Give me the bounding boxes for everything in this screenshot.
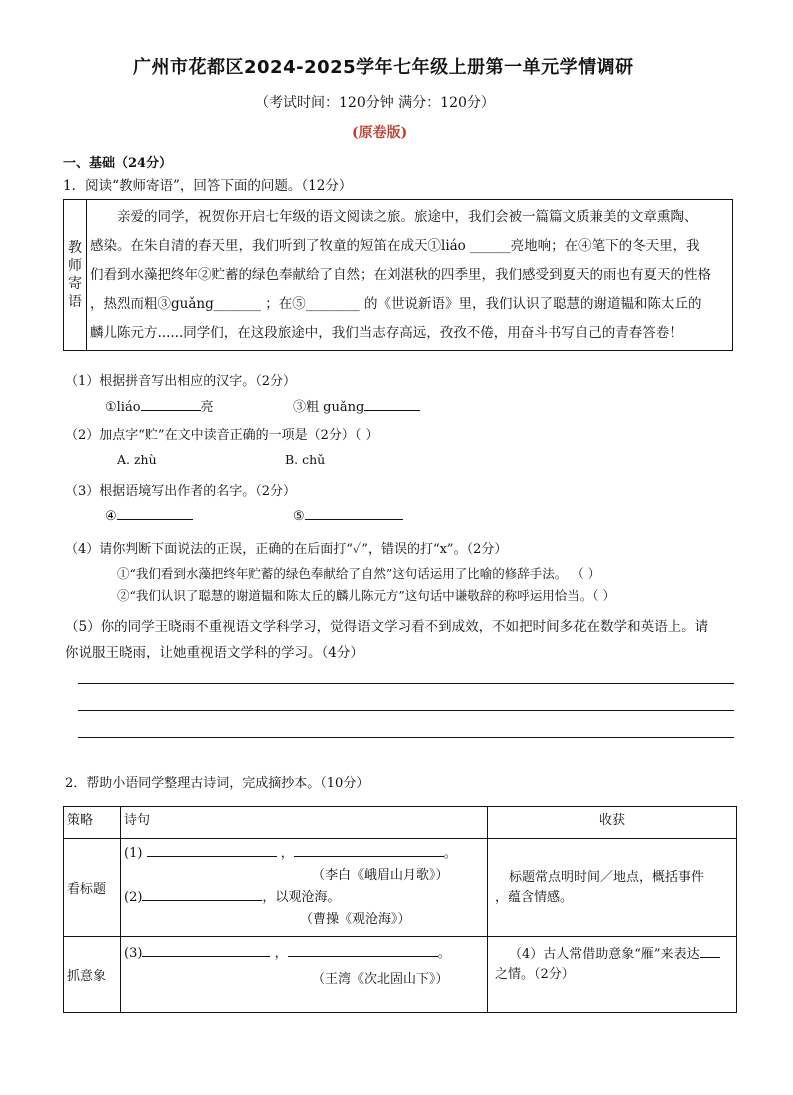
answer-blank[interactable] bbox=[364, 398, 420, 411]
label-char: 师 bbox=[68, 258, 82, 274]
message-line: 们看到水藻把终年②贮蓄的绿色奉献给了自然；在刘湛秋的四季里，我们感受到夏天的雨也有夏天的性格 bbox=[90, 267, 711, 283]
answer-blank[interactable] bbox=[142, 944, 270, 957]
gain-text: ，蕴含情感。 bbox=[495, 889, 574, 905]
strategy-imagery: 抓意象 bbox=[64, 937, 121, 1013]
message-line: ，热烈而粗③guǎng_______ ；在⑤________ 的《世说新语》里，我们认识了聪慧的谢道韫和陈太丘的 bbox=[90, 296, 702, 312]
message-line: 亲爱的同学，祝贺你开启七年级的语文阅读之旅。旅途中，我们会被一篇篇文质兼美的文章熏陶、 bbox=[117, 209, 698, 225]
answer-blank[interactable] bbox=[117, 507, 193, 520]
question-2-intro: 2．帮助小语同学整理古诗词，完成摘抄本。（10分） bbox=[65, 776, 370, 791]
label-char: 寄 bbox=[68, 276, 82, 292]
poem-cell-1 bbox=[121, 839, 488, 937]
poem-line-3 bbox=[124, 941, 484, 967]
version-label: (原卷版) bbox=[352, 125, 408, 141]
poem-source-2: （曹操《观沧海》） bbox=[300, 912, 411, 927]
statement-1: ①“我们看到水藻把终年贮蓄的绿色奉献给了自然”这句话运用了比喻的修辞手法。 （ ） bbox=[117, 566, 601, 581]
answer-blank[interactable] bbox=[700, 945, 720, 958]
poem-number: (3) bbox=[124, 946, 143, 961]
poem-number: (2) bbox=[124, 890, 143, 905]
question-1-1: （1）根据拼音写出相应的汉字。（2分） bbox=[65, 374, 297, 389]
gain-text: 之情。（2分） bbox=[495, 967, 575, 982]
answer-blank[interactable] bbox=[305, 507, 403, 520]
header-poem: 诗句 bbox=[121, 807, 488, 839]
question-1-intro: 1．阅读“教师寄语”，回答下面的问题。（12分） bbox=[63, 178, 353, 194]
message-line: 感染。在朱自清的春天里，我们听到了牧童的短笛在成天①liáo ______亮地响；在④笔下的冬天里，我 bbox=[90, 238, 700, 254]
label-char: 教 bbox=[68, 240, 82, 256]
answer-line[interactable] bbox=[78, 737, 734, 738]
message-line: 麟儿陈元方......同学们，在这段旅途中，我们当志存高远，孜孜不倦，用奋斗书写自己的青春答卷！ bbox=[90, 325, 683, 341]
teacher-message-label bbox=[64, 200, 87, 350]
comma: ， bbox=[274, 946, 288, 961]
poem-source-3: （王湾《次北固山下》） bbox=[312, 972, 449, 987]
answer-blank[interactable] bbox=[142, 888, 262, 901]
answer-label: ⑤ bbox=[293, 509, 305, 524]
option-a[interactable]: A. zhù bbox=[117, 452, 157, 467]
period: 。 bbox=[443, 846, 457, 861]
answer-line[interactable] bbox=[78, 683, 734, 684]
answer-1-1-b bbox=[293, 396, 420, 415]
answer-tail: 亮 bbox=[200, 400, 214, 415]
poem-line-1 bbox=[124, 843, 484, 865]
gain-cell-2 bbox=[488, 937, 737, 1013]
gain-text bbox=[491, 945, 733, 965]
label-char: 语 bbox=[68, 294, 82, 310]
header-strategy: 策略 bbox=[64, 807, 121, 839]
answer-blank[interactable] bbox=[141, 398, 201, 411]
exam-info: （考试时间：120分钟 满分：120分） bbox=[255, 95, 495, 111]
gain-text: 标题常点明时间／地点，概括事件 bbox=[509, 869, 705, 885]
statement-2: ②“我们认识了聪慧的谢道韫和陈太丘的麟儿陈元方”这句话中谦敬辞的称呼运用恰当。（ ） bbox=[117, 588, 616, 603]
answer-1-3-a bbox=[105, 507, 193, 524]
answer-blank[interactable] bbox=[147, 844, 277, 857]
poem-cell-2 bbox=[121, 937, 488, 1013]
pinyin-label: ①liáo bbox=[105, 400, 141, 415]
header-gain: 收获 bbox=[488, 807, 737, 839]
section-heading: 一、基础（24分） bbox=[63, 156, 173, 171]
teacher-message-box bbox=[63, 199, 733, 351]
poem-source-1: （李白《峨眉山月歌》） bbox=[312, 868, 449, 883]
poem-table bbox=[63, 806, 737, 1013]
question-1-5-line1: （5）你的同学王晓雨不重视语文学科学习，觉得语文学习看不到成效，不如把时间多花在数学和英语上。请 bbox=[65, 619, 709, 635]
answer-1-1-a bbox=[105, 396, 214, 415]
option-b[interactable]: B. chǔ bbox=[285, 452, 326, 467]
strategy-title: 看标题 bbox=[64, 839, 121, 937]
period: 。 bbox=[437, 946, 451, 961]
question-1-3: （3）根据语境写出作者的名字。（2分） bbox=[65, 484, 297, 499]
answer-blank[interactable] bbox=[294, 844, 444, 857]
poem-number: (1) bbox=[124, 846, 143, 861]
gain-cell-1 bbox=[488, 839, 737, 937]
poem-line-2 bbox=[124, 887, 484, 909]
gain-question: （4）古人常借助意象“雁”来表达 bbox=[509, 947, 700, 962]
question-1-2: （2）加点字“贮”在文中读音正确的一项是（2分）（ ） bbox=[65, 428, 379, 443]
answer-line[interactable] bbox=[78, 710, 734, 711]
pinyin-label: ③粗 guǎng bbox=[293, 400, 365, 415]
teacher-message-text bbox=[90, 203, 730, 348]
question-1-5-line2: 你说服王晓雨，让她重视语文学科的学习。（4分） bbox=[65, 645, 364, 661]
poem-tail: ，以观沧海。 bbox=[262, 890, 341, 905]
answer-1-3-b bbox=[293, 507, 403, 524]
answer-label: ④ bbox=[105, 509, 117, 524]
comma: ， bbox=[280, 846, 294, 861]
page-title: 广州市花都区2024-2025学年七年级上册第一单元学情调研 bbox=[133, 57, 634, 78]
answer-blank[interactable] bbox=[288, 944, 438, 957]
question-1-4: （4）请你判断下面说法的正误，正确的在后面打“✓”，错误的打“x”。（2分） bbox=[65, 542, 508, 557]
